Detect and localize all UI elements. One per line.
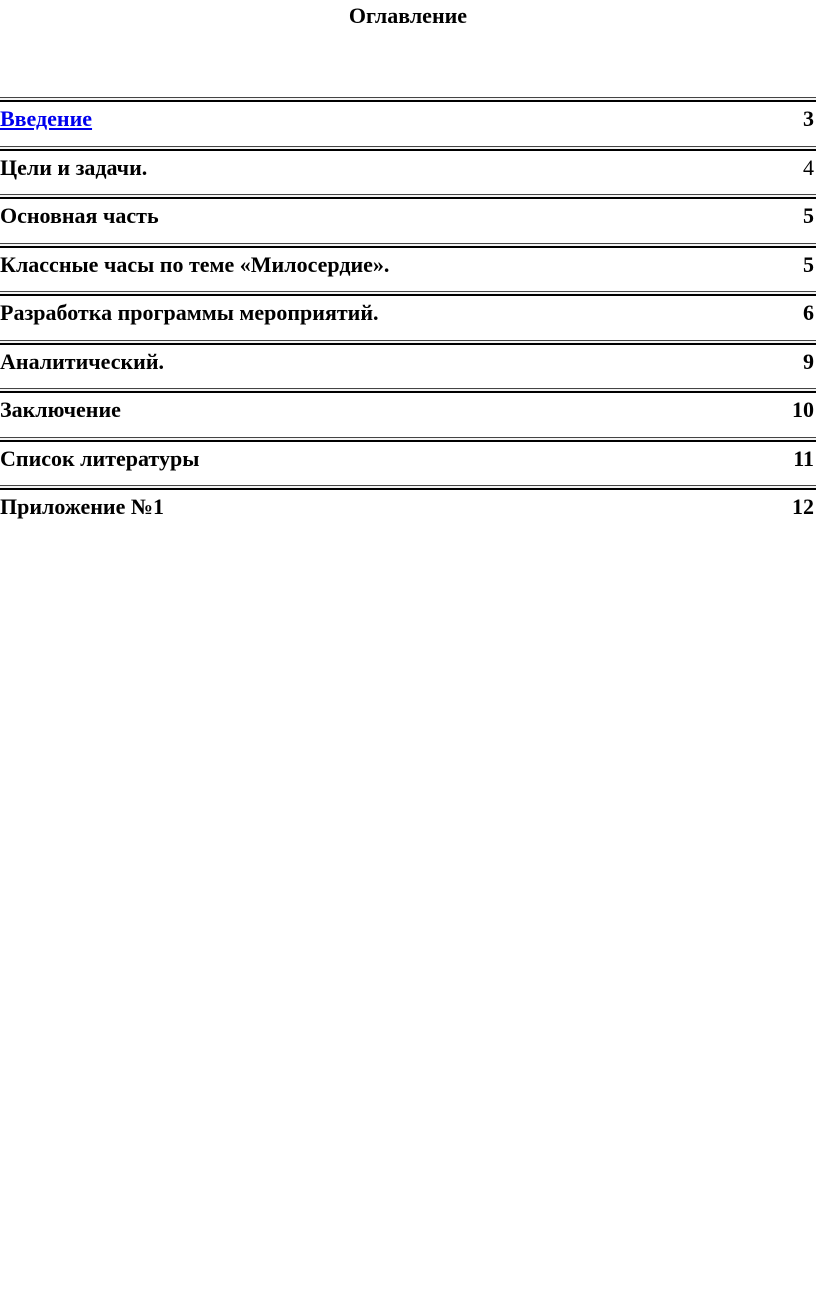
toc-divider xyxy=(0,388,816,393)
toc-page-number: 5 xyxy=(803,251,814,277)
toc-row-class-hours xyxy=(0,243,816,292)
toc-label-bibliography: Список литературы xyxy=(0,445,200,471)
table-of-contents xyxy=(0,97,816,534)
toc-row-goals xyxy=(0,146,816,195)
toc-page-number: 11 xyxy=(793,445,814,471)
toc-page-number: 9 xyxy=(803,348,814,374)
toc-label-program-development: Разработка программы мероприятий. xyxy=(0,300,379,325)
toc-link-introduction[interactable]: Введение xyxy=(0,106,93,131)
toc-divider xyxy=(0,97,816,102)
toc-row-appendix xyxy=(0,485,816,534)
toc-page-number: 5 xyxy=(803,203,814,228)
toc-label-appendix: Приложение №1 xyxy=(0,494,164,519)
toc-divider xyxy=(0,340,816,345)
toc-page-number: 10 xyxy=(792,397,814,422)
toc-row-conclusion xyxy=(0,388,816,437)
toc-page-number: 4 xyxy=(803,154,814,180)
toc-divider xyxy=(0,243,816,248)
toc-row-introduction[interactable] xyxy=(0,97,816,146)
toc-divider xyxy=(0,437,816,442)
toc-page-number: 6 xyxy=(803,300,814,325)
toc-row-analytical xyxy=(0,340,816,389)
toc-divider xyxy=(0,485,816,490)
toc-label-conclusion: Заключение xyxy=(0,397,121,422)
toc-label-class-hours: Классные часы по теме «Милосердие». xyxy=(0,251,390,277)
toc-row-program-development xyxy=(0,291,816,340)
toc-row-main-part xyxy=(0,194,816,243)
toc-divider xyxy=(0,291,816,296)
toc-page-number: 12 xyxy=(792,494,814,519)
page-title: Оглавление xyxy=(348,3,468,28)
toc-row-bibliography xyxy=(0,437,816,486)
toc-label-analytical: Аналитический. xyxy=(0,348,164,374)
toc-page-number: 3 xyxy=(803,106,814,131)
toc-label-goals: Цели и задачи. xyxy=(0,154,148,180)
toc-divider xyxy=(0,146,816,151)
toc-divider xyxy=(0,194,816,199)
toc-label-main-part: Основная часть xyxy=(0,203,159,228)
